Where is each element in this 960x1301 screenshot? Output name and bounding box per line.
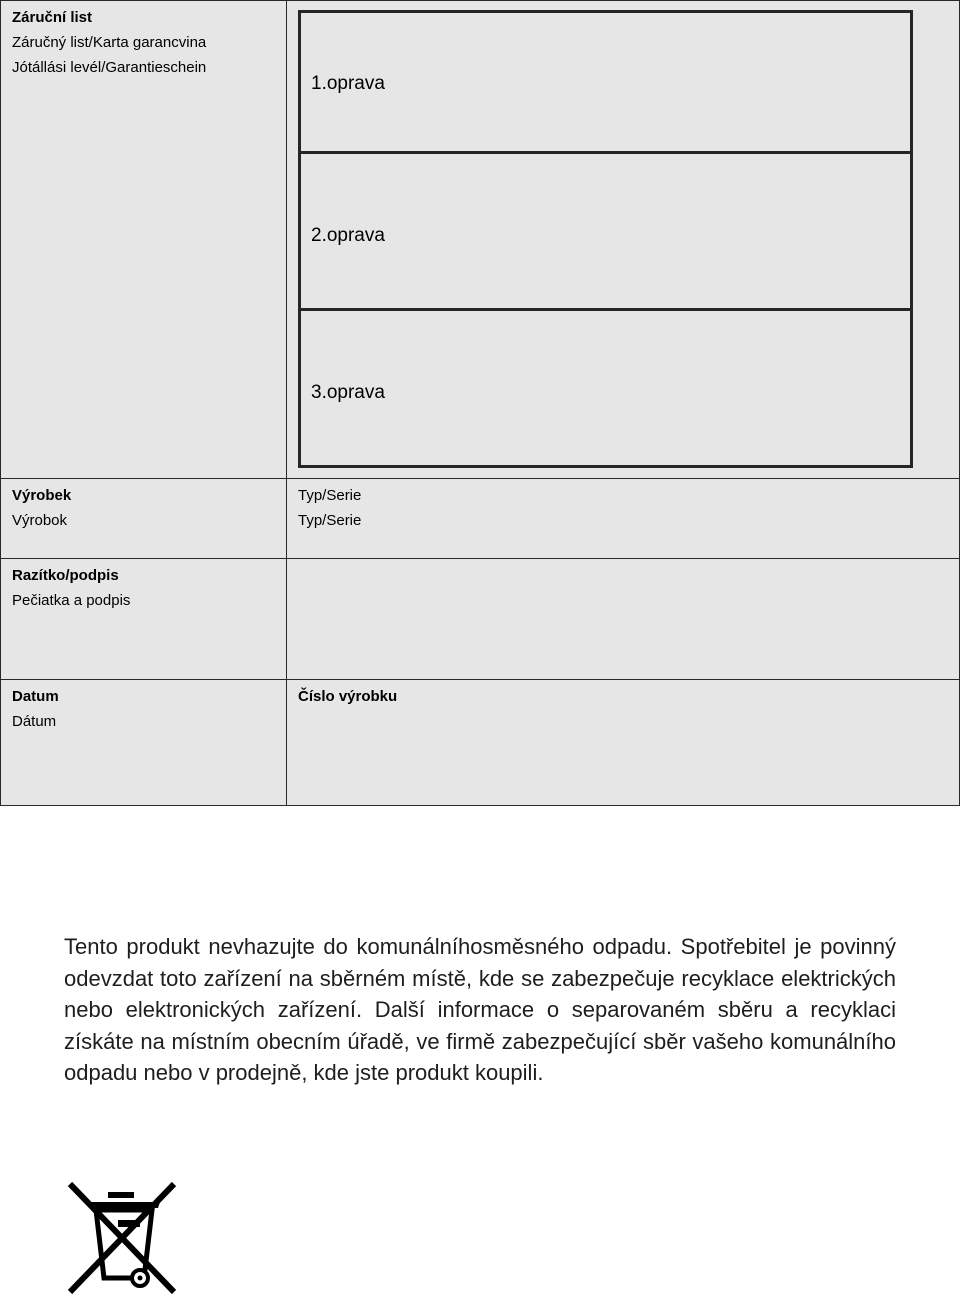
repair-box-3[interactable] <box>298 308 913 468</box>
repair-box-1[interactable] <box>298 10 913 154</box>
warranty-subtitle-hu: Jótállási levél/Garantieschein <box>12 59 207 76</box>
product-cell <box>0 478 288 560</box>
serial-cell[interactable] <box>286 679 960 806</box>
product-label-cz: Výrobek <box>12 487 72 504</box>
date-label-sk: Dátum <box>12 713 57 730</box>
stamp-label-sk: Pečiatka a podpis <box>12 592 131 609</box>
product-label-sk: Výrobok <box>12 512 68 529</box>
date-cell[interactable] <box>0 679 288 806</box>
stamp-field-cell[interactable] <box>286 558 960 681</box>
repair-box-2[interactable] <box>298 151 913 311</box>
repair-label-2: 2.oprava <box>311 225 385 246</box>
warranty-header-cell <box>0 0 288 480</box>
warranty-title: Záruční list <box>12 9 93 26</box>
date-label-cz: Datum <box>12 688 59 705</box>
type-label-2: Typ/Serie <box>298 512 362 529</box>
crossed-out-wheelie-bin-icon <box>66 1180 178 1301</box>
warranty-subtitle-sk: Záručný list/Karta garancvina <box>12 34 207 51</box>
type-cell[interactable] <box>286 478 960 560</box>
repair-label-1: 1.oprava <box>311 73 385 94</box>
repairs-cell <box>286 0 960 480</box>
recycling-notice: Tento produkt nevhazujte do komunálníhosměsného odpadu. Spotřebitel je povinný odevzdat toto zařízení na sběrném místě, kde se zabezpečuje recyklace elektrických nebo elektronických zařízení. Další informace o separovaném sběru a recyklaci získáte na místním obecním úřadě, ve firmě zabezpečující sběr vašeho komunálního odpadu nebo v prodejně, kde jste produkt koupili. <box>64 934 896 1085</box>
repair-label-3: 3.oprava <box>311 382 385 403</box>
type-label-1: Typ/Serie <box>298 487 362 504</box>
stamp-label-cz: Razítko/podpis <box>12 567 119 584</box>
serial-label: Číslo výrobku <box>298 688 398 705</box>
stamp-label-cell <box>0 558 288 681</box>
